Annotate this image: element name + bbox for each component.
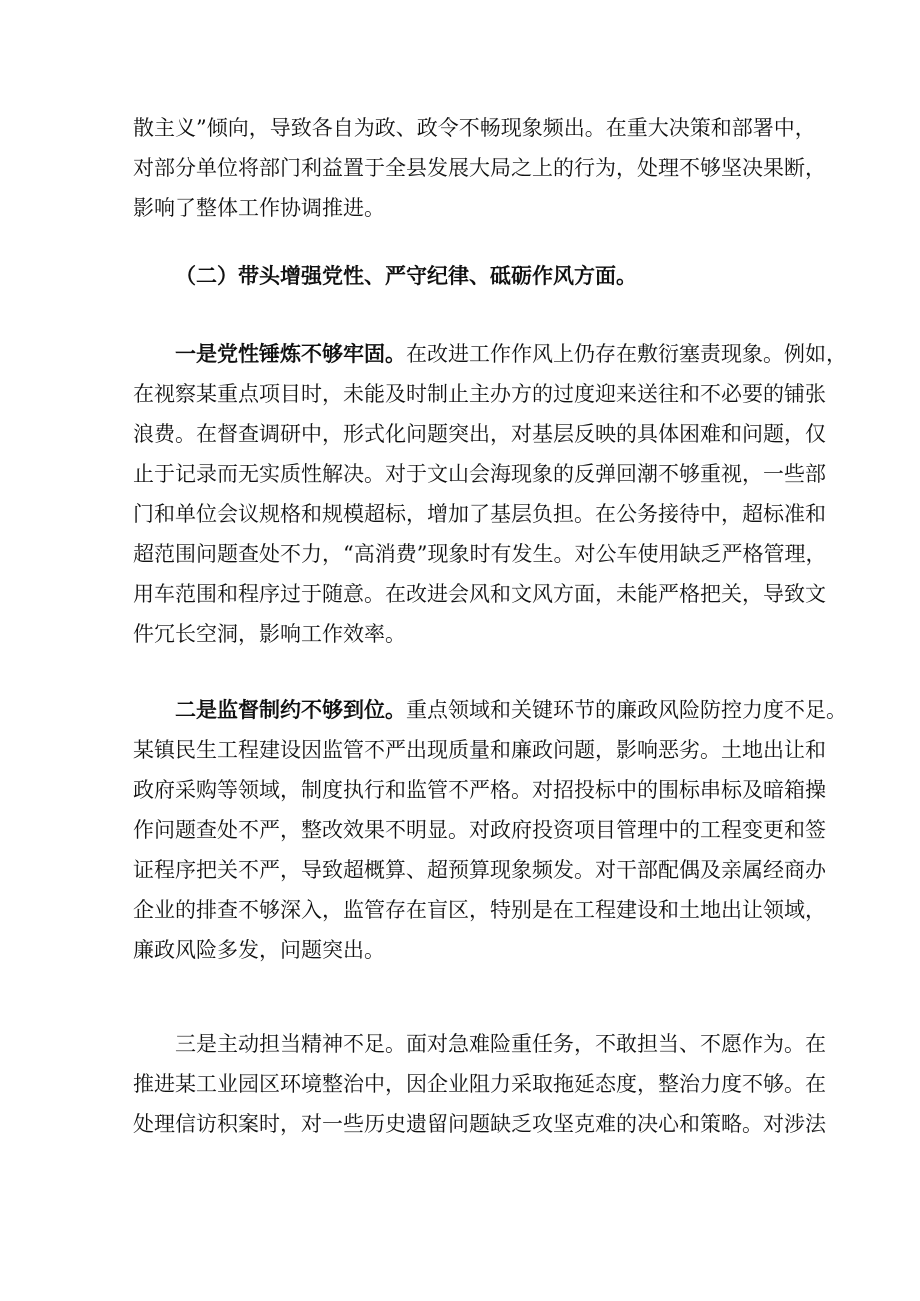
text-line: 影响了整体工作协调推进。: [133, 196, 385, 220]
paragraph-first-line: [133, 690, 847, 730]
text-line: 门和单位会议规格和规模超标，增加了基层负担。在公务接待中，超标准和: [133, 502, 826, 526]
text-line: 作问题查处不严，整改效果不明显。对政府投资项目管理中的工程变更和签: [133, 818, 826, 842]
text-line: 在视察某重点项目时，未能及时制止主办方的过度迎来送往和不必要的铺张: [133, 382, 826, 406]
text-line: 处理信访积案时，对一些历史遗留问题缺乏攻坚克难的决心和策略。对涉法: [133, 1112, 826, 1136]
text-line: 用车范围和程序过于随意。在改进会风和文风方面，未能严格把关，导致文: [133, 582, 826, 606]
text-line: 某镇民生工程建设因监管不严出现质量和廉政问题，影响恶劣。土地出让和: [133, 738, 826, 762]
text-line: 廉政风险多发，问题突出。: [133, 938, 385, 962]
text-line: 政府采购等领域，制度执行和监管不严格。对招投标中的围标串标及暗箱操: [133, 778, 826, 802]
paragraph-first-rest: 重点领域和关键环节的廉政风险防控力度不足。: [406, 698, 847, 722]
paragraph-lead: 二是监督制约不够到位。: [175, 697, 406, 722]
paragraph-first-line: 三是主动担当精神不足。面对急难险重任务，不敢担当、不愿作为。在: [175, 1032, 826, 1056]
text-line: 散主义”倾向，导致各自为政、政令不畅现象频出。在重大决策和部署中，: [133, 116, 816, 140]
paragraph-first-rest: 在改进工作作风上仍存在敷衍塞责现象。例如，: [406, 342, 847, 366]
text-line: 推进某工业园区环境整治中，因企业阻力采取拖延态度，整治力度不够。在: [133, 1072, 826, 1096]
text-line: 企业的排查不够深入，监管存在盲区，特别是在工程建设和土地出让领域，: [133, 898, 826, 922]
text-line: 浪费。在督查调研中，形式化问题突出，对基层反映的具体困难和问题，仅: [133, 422, 826, 446]
text-line: 对部分单位将部门利益置于全县发展大局之上的行为，处理不够坚决果断，: [133, 156, 826, 180]
text-line: 件冗长空洞，影响工作效率。: [133, 622, 406, 646]
paragraph-supervision: [133, 690, 847, 970]
paragraph-lead: 一是党性锤炼不够牢固。: [175, 341, 406, 366]
text-line: 超范围问题查处不力，“高消费”现象时有发生。对公车使用缺乏严格管理，: [133, 542, 827, 566]
paragraph-party-spirit: [133, 334, 847, 654]
text-line: 证程序把关不严，导致超概算、超预算现象频发。对干部配偶及亲属经商办: [133, 858, 826, 882]
paragraph-responsibility: [133, 1024, 826, 1144]
intro-paragraph: [133, 108, 826, 228]
section-heading: （二）带头增强党性、严守纪律、砥砺作风方面。: [175, 263, 637, 288]
text-line: 止于记录而无实质性解决。对于文山会海现象的反弹回潮不够重视，一些部: [133, 462, 826, 486]
paragraph-first-line: [133, 334, 847, 374]
